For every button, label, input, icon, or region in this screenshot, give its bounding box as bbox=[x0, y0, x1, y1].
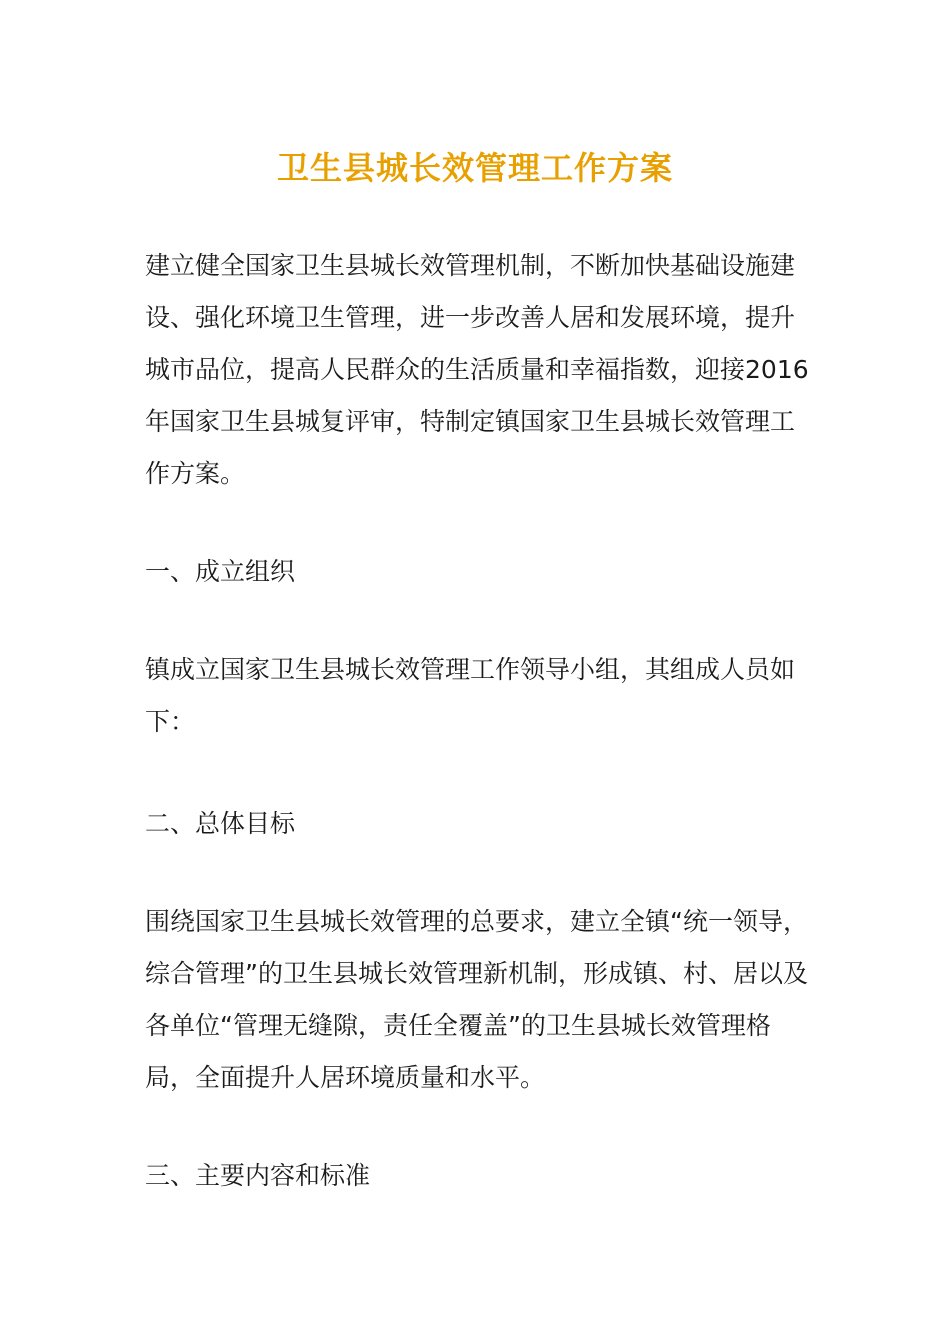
paragraph-organization bbox=[145, 644, 815, 748]
heading-section-2 bbox=[145, 798, 815, 850]
paragraph-text: 建立健全国家卫生县城长效管理机制，不断加快基础设施建设、强化环境卫生管理，进一步改善人居和发展环境，提升城市品位，提高人民群众的生活质量和幸福指数，迎接2016年国家卫生县城复评审，特制定镇国家卫生县城长效管理工作方案。 bbox=[145, 251, 809, 488]
paragraph-text: 围绕国家卫生县城长效管理的总要求，建立全镇“统一领导，综合管理”的卫生县城长效管理新机制，形成镇、村、居以及各单位“管理无缝隙，责任全覆盖”的卫生县城长效管理格局，全面提升人居环境质量和水平。 bbox=[145, 907, 808, 1092]
section-heading: 二、总体目标 bbox=[145, 809, 296, 838]
section-heading: 一、成立组织 bbox=[145, 557, 296, 586]
heading-section-3 bbox=[145, 1150, 815, 1202]
paragraph-intro bbox=[145, 240, 815, 500]
paragraph-text: 镇成立国家卫生县城长效管理工作领导小组，其组成人员如下： bbox=[145, 655, 796, 736]
paragraph-goals bbox=[145, 896, 815, 1104]
section-heading: 三、主要内容和标准 bbox=[145, 1161, 371, 1190]
document-title: 卫生县城长效管理工作方案 bbox=[276, 149, 673, 187]
heading-section-1 bbox=[145, 546, 815, 598]
